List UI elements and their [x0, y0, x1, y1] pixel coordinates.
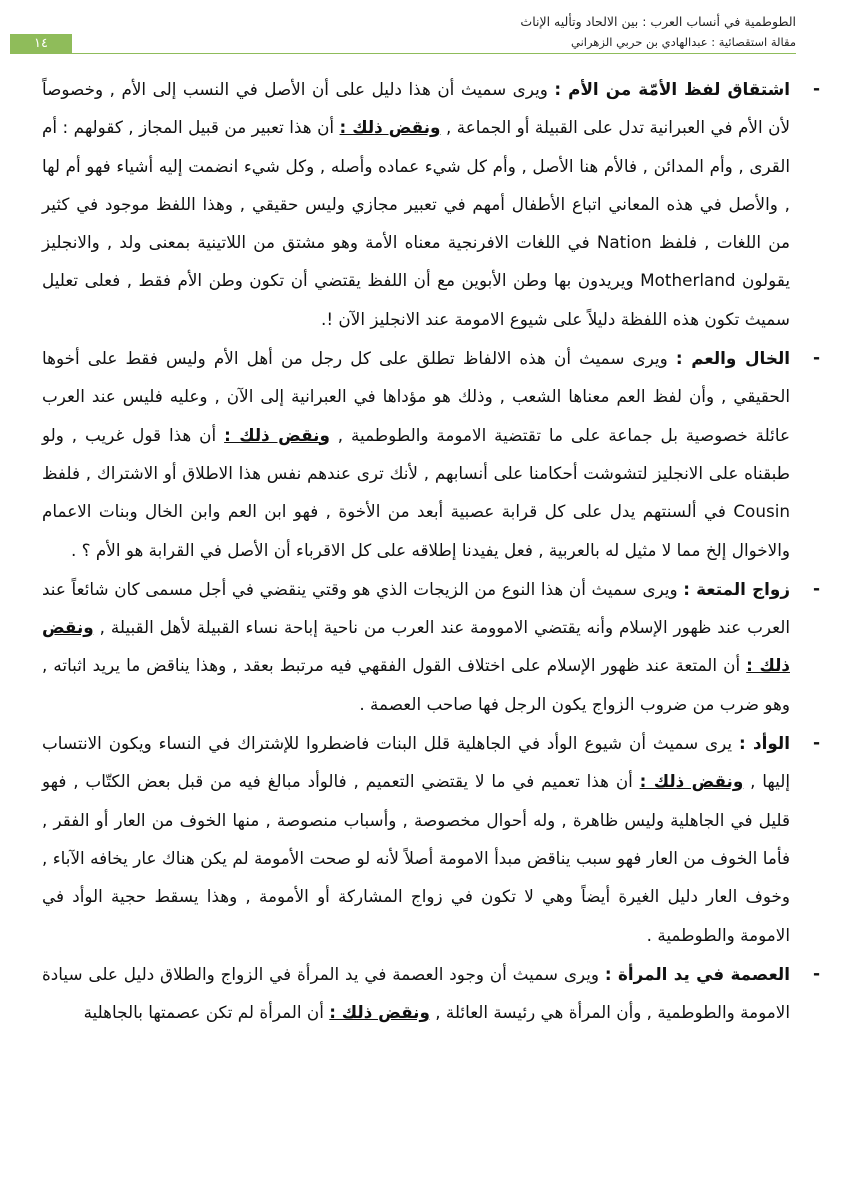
running-title: الطوطمية في أنساب العرب : بين الالحاد وتأليه الإناث [520, 14, 796, 29]
entry-claim: ويرى سميث أن هذا النوع من الزيجات الذي هو وقتي ينقضي في أجل مسمى كان شائعاً عند العرب عند ظهور الإسلام وأنه يقتضي الاموومة عند العرب من ناحية إباحة نساء القبيلة لأهل القبيلة , [42, 578, 790, 638]
entry-rebuttal-text: أن المتعة عند ظهور الإسلام على اختلاف القول الفقهي فيه مرتبط بعقد , وهذا يناقض ما يريد اثباته , وهو ضرب من ضروب الزواج يكون الرجل فها صاحب العصمة . [42, 655, 790, 714]
rebuttal-label: ونقض ذلك : [42, 617, 790, 676]
rebuttal-label: ونقض ذلك : [329, 1002, 430, 1023]
rebuttal-label: ونقض ذلك : [639, 771, 744, 792]
entry-claim: ويرى سميث أن وجود العصمة في يد المرأة في الزواج والطلاق دليل على سيادة الامومة والطوطمية , وأن المرأة هي رئيسة العائلة , [42, 963, 790, 1023]
entry-term: الخال والعم : [675, 348, 790, 369]
bullet-marker: - [812, 963, 820, 984]
entry-rebuttal-text: أن هذا قول غريب , ولو طبقناه على الانجليز لتشوشت أحكامنا على أنسابهم , لأنك ترى عندهم نفس هذا الاطلاق أو الاشتراك , فلفظ Cousin في ألسنتهم يدل على كل قرابة عصبية أبعد من الأخوة , فهو ابن العم وابن الخال وبنات الاعمام والاخوال إلخ مما لا مثيل له بالعربية , فعل يفيدنا إطلاقه على كل الاقرباء أن الأصل في القرابة هو الأم ؟ . [42, 424, 790, 560]
header-divider [10, 53, 796, 54]
entry-term: العصمة في يد المرأة : [604, 963, 790, 984]
entry-claim: ويرى سميث أن هذه الالفاظ تطلق على كل رجل من أهل الأم وليس فقط على أخوها الحقيقي , وأن لفظ العم معناها الشعب , وذلك هو مؤداها في العبرانية إلى الآن , وعليه فليس عند العرب عائلة خصوصية بل جماعة على ما تقتضية الامومة والطوطمية , [42, 348, 790, 445]
paragraph-wad [42, 724, 820, 954]
article-body [42, 70, 820, 1032]
entry-claim: يرى سميث أن شيوع الوأد في الجاهلية قلل البنات فاضطروا للإشتراك في النساء ويكون الانتساب إليها , [42, 733, 790, 792]
paragraph-ismah [42, 955, 820, 1032]
bullet-marker: - [812, 733, 820, 754]
rebuttal-label: ونقض ذلك : [339, 117, 441, 138]
paragraph-ummah [42, 70, 820, 338]
entry-claim: ويرى سميث أن هذا دليل على أن الأصل في النسب إلى الأم , وخصوصاً لأن الأم في العبرانية تدل على القبيلة أو الجماعة , [42, 79, 791, 138]
page-number: ١٤ [10, 34, 72, 53]
entry-term: الوأد : [738, 733, 790, 754]
bullet-marker: - [812, 578, 820, 599]
entry-rebuttal-text: أن هذا تعبير من قبيل المجاز , كقولهم : أم القرى , وأم المدائن , فالأم هنا الأصل , وأم كل شيء عماده وأصله , وكل شيء انضمت إليه أشياء فهو أم لها , والأصل في هذه المعاني اتباع الأطفال أمهم في تعبير مجازي وليس حقيقي , وهذا اللفظ موجود في كثير من اللغات , فلفظ Nation في اللغات الافرنجية معناه الأمة وهو مشتق من اللاتينية بمعنى ولد , والانجليز يقولون Motherland ويريدون بها وطن الأبوين مع أن اللفظ يقتضي أن تكون وطن الأم فقط , فعلى تعليل سميث تكون هذه اللفظة دليلاً على شيوع الامومة عند الانجليز الآن !. [42, 117, 790, 329]
entry-rebuttal-text: أن هذا تعميم في ما لا يقتضي التعميم , فالوأد مبالغ فيه من قبل بعض الكتّاب , فهو قليل في الجاهلية وليس ظاهرة , وله أحوال مخصوصة , وأسباب منصوصة , منها الخوف من العار أو الفقر , فأما الخوف من العار فهو سبب يناقض مبدأ الامومة أصلاً لأنه لو صحت الأمومة لم يكن هناك عار يخافه الآباء , وخوف العار دليل الغيرة أيضاً وهي لا تكون في زواج المشاركة أو الأمومة , وهذا يسقط حجية الوأد في الامومة والطوطمية . [42, 771, 790, 945]
running-subtitle: مقالة استقصائية : عبدالهادي بن حربي الزهراني [570, 35, 796, 49]
entry-rebuttal-text: أن المرأة لم تكن عصمتها بالجاهلية [83, 1002, 330, 1023]
paragraph-khal-amm [42, 339, 820, 569]
header-titles [520, 12, 796, 52]
bullet-marker: - [812, 79, 820, 99]
entry-term: اشتقاق لفظ الأمّة من الأم : [554, 79, 790, 99]
rebuttal-label: ونقض ذلك : [224, 424, 330, 445]
bullet-marker: - [812, 348, 820, 369]
page-header [10, 12, 796, 64]
entry-term: زواج المتعة : [683, 578, 791, 599]
paragraph-mutah [42, 570, 820, 723]
